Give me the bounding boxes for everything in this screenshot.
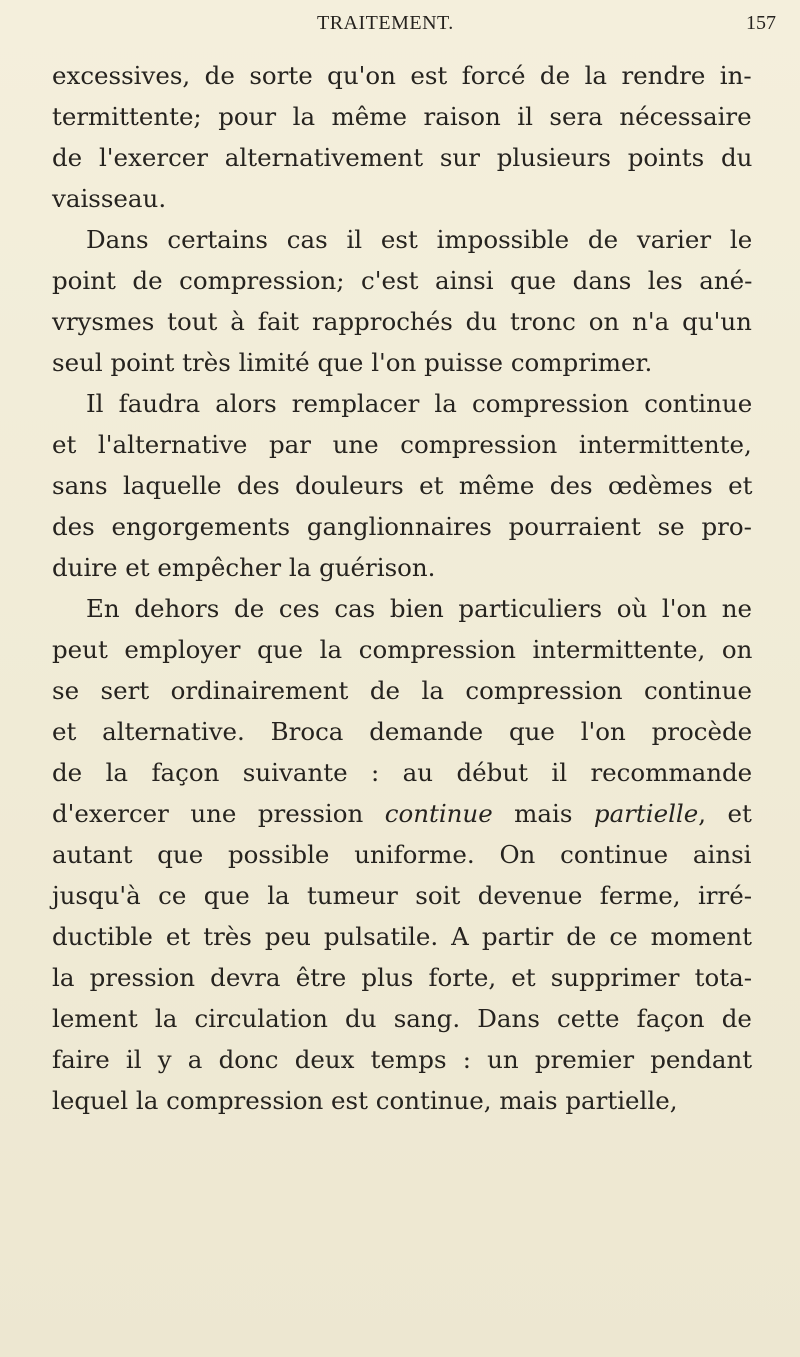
text-line: En dehors de ces cas bien particuliers où l'on ne bbox=[86, 594, 752, 623]
text-line: ductible et très peu pulsatile. A partir de ce moment bbox=[52, 922, 752, 951]
text-line: et alternative. Broca demande que l'on procède bbox=[52, 717, 753, 746]
text-line: des engorgements ganglionnaires pourraient se pro- bbox=[52, 512, 752, 541]
text-line: sans laquelle des douleurs et même des œdèmes et bbox=[52, 471, 753, 500]
text-line: autant que possible uniforme. On continue ainsi bbox=[52, 840, 752, 869]
text-segment: mais bbox=[492, 799, 594, 828]
text-line: lequel la compression est continue, mais partielle, bbox=[52, 1086, 678, 1115]
text-line: duire et empêcher la guérison. bbox=[52, 553, 436, 582]
text-segment: d'exercer une pression bbox=[52, 799, 385, 828]
text-line: peut employer que la compression intermittente, on bbox=[52, 635, 753, 664]
running-head: TRAITEMENT. bbox=[317, 12, 454, 34]
text-line: de la façon suivante : au début il recommande bbox=[52, 758, 753, 787]
body-text bbox=[52, 55, 797, 1121]
text-line: vrysmes tout à fait rapprochés du tronc on n'a qu'un bbox=[52, 307, 752, 336]
text-line: Dans certains cas il est impossible de varier le bbox=[86, 225, 753, 254]
text-line: lement la circulation du sang. Dans cette façon de bbox=[52, 1004, 752, 1033]
text-line: seul point très limité que l'on puisse comprimer. bbox=[52, 348, 653, 377]
text-line: faire il y a donc deux temps : un premier pendant bbox=[52, 1045, 753, 1074]
text-line: Il faudra alors remplacer la compression continue bbox=[86, 389, 753, 418]
italic-text: partielle bbox=[593, 799, 699, 828]
text-line: et l'alternative par une compression intermittente, bbox=[52, 430, 752, 459]
italic-text: continue bbox=[384, 799, 493, 828]
text-line: la pression devra être plus forte, et supprimer tota- bbox=[52, 963, 752, 992]
text-line: jusqu'à ce que la tumeur soit devenue ferme, irré- bbox=[52, 881, 752, 910]
text-line: termittente; pour la même raison il sera nécessaire bbox=[52, 102, 752, 131]
text-line: de l'exercer alternativement sur plusieurs points du bbox=[52, 143, 753, 172]
page-number: 157 bbox=[746, 12, 776, 34]
text-line: vaisseau. bbox=[52, 184, 167, 213]
text-segment: , et bbox=[698, 799, 752, 828]
text-line: excessives, de sorte qu'on est forcé de la rendre in- bbox=[52, 61, 752, 90]
text-line bbox=[52, 793, 797, 834]
text-line: se sert ordinairement de la compression continue bbox=[52, 676, 752, 705]
page-header bbox=[0, 8, 800, 38]
text-line: point de compression; c'est ainsi que dans les ané- bbox=[52, 266, 753, 295]
